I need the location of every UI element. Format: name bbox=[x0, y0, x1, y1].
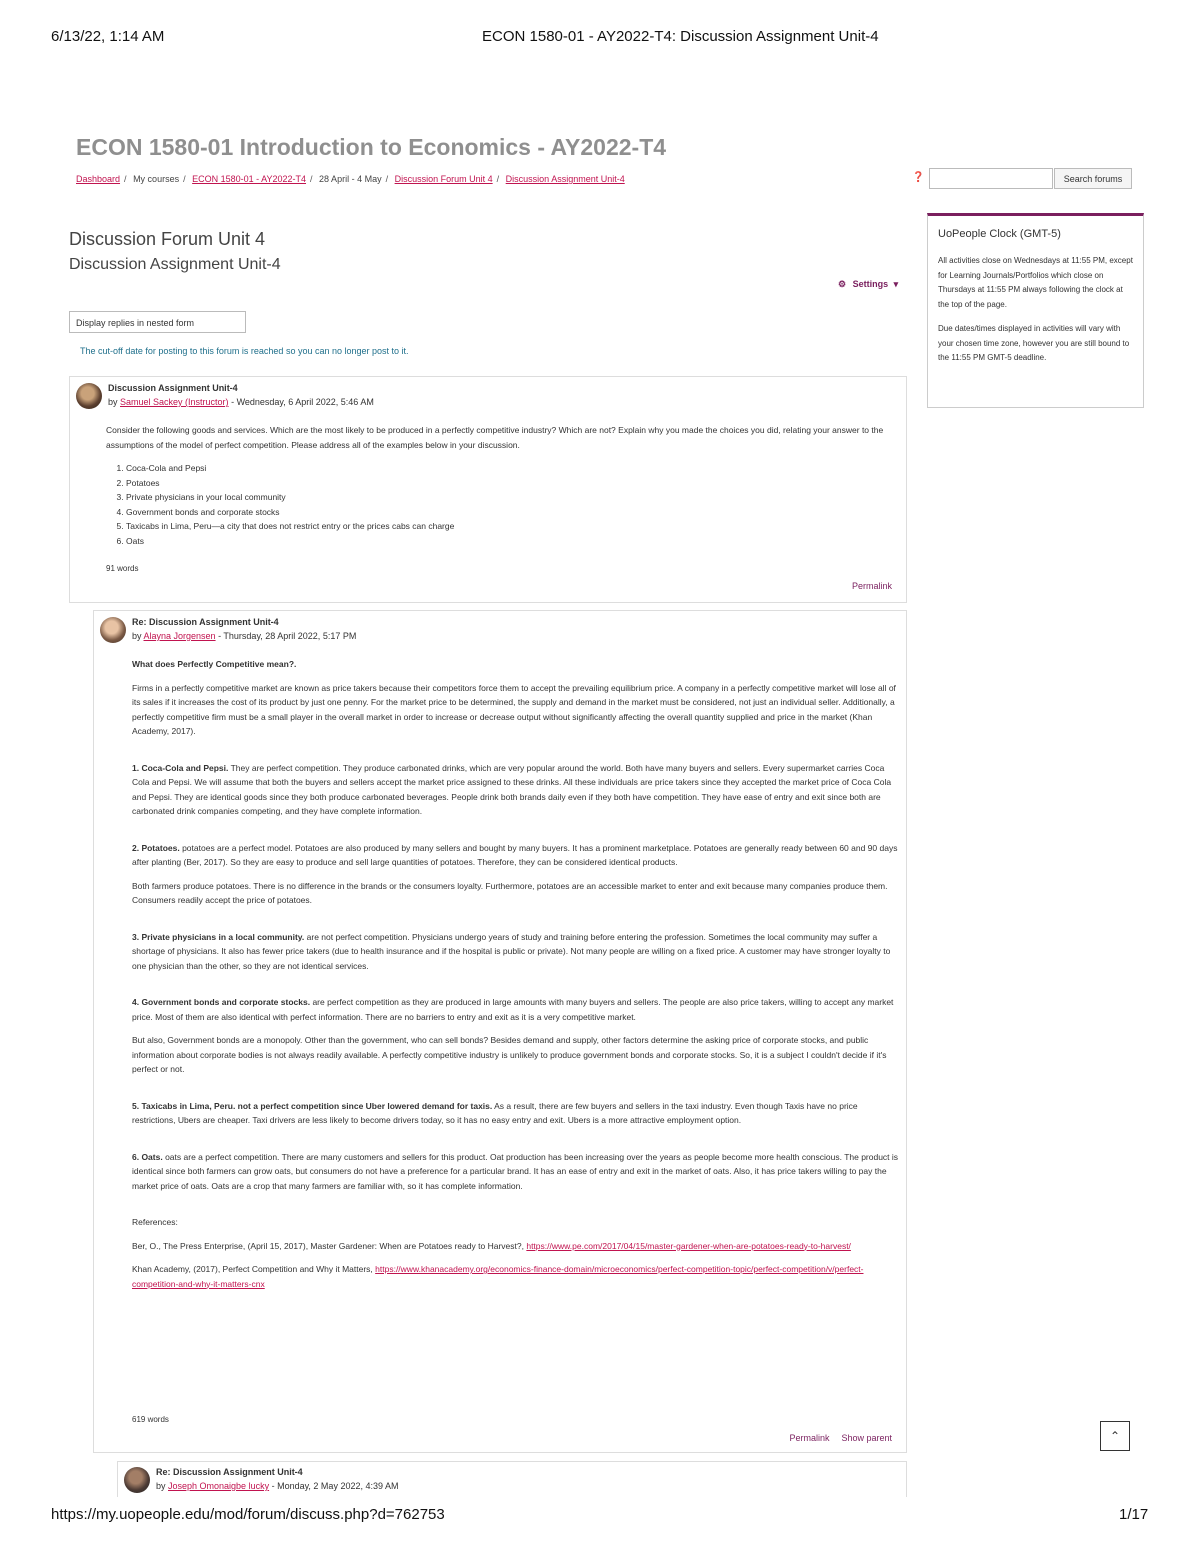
page-title: ECON 1580-01 Introduction to Economics - AY2022-T4 bbox=[76, 134, 667, 160]
arrow-up-icon: ⌃ bbox=[1109, 1429, 1121, 1443]
back-to-top-button[interactable] bbox=[1100, 1421, 1130, 1451]
post-intro: Consider the following goods and services. Which are the most likely to be produced in a perfectly competitive industry? Which are not? Explain why you made the choices you did, relating your answer to the assumptions of the model of perfect competition. Please address all of the examples below in your discussion. bbox=[106, 425, 884, 450]
reply-post bbox=[93, 610, 907, 1453]
list-item: 4. Government bonds and corporate stocks bbox=[126, 505, 896, 520]
search-forums-button[interactable]: Search forums bbox=[1054, 168, 1132, 189]
examples-list bbox=[126, 461, 896, 548]
paragraph: 4. Government bonds and corporate stocks. are perfect competition as they are produced in large amounts with many buyers and sellers. The people are also price takers, willing to accept any market price. Most of them are also identical with perfect information. There are no barriers to entry and exit as it is a very competitive market. bbox=[132, 997, 894, 1022]
word-count: 91 words bbox=[106, 564, 139, 573]
main-post bbox=[69, 376, 907, 603]
reply-post bbox=[117, 1461, 907, 1497]
post-byline: by Samuel Sackey (Instructor) - Wednesday, 6 April 2022, 5:46 AM bbox=[108, 397, 374, 407]
display-mode-select[interactable]: Display replies in nested form bbox=[69, 311, 246, 333]
post-byline: by Alayna Jorgensen - Thursday, 28 April 2022, 5:17 PM bbox=[132, 631, 357, 641]
block-text: Due dates/times displayed in activities will vary with your chosen time zone, however you are still bound to the 11:55 PM GMT-5 deadline. bbox=[938, 324, 1130, 362]
paragraph: Both farmers produce potatoes. There is no difference in the brands or the consumers loyalty. Furthermore, potatoes are an accessible market to enter and exit because many companies produce them. Consumers readily accept the price of potatoes. bbox=[132, 880, 888, 905]
word-count: 619 words bbox=[132, 1415, 169, 1424]
paragraph: 6. Oats. oats are a perfect competition. There are many customers and sellers for this product. Oat production has been increasing over the years as people become more health conscious. The product is identical since both farmers can grow oats, but consumers do not have a preference for a particular brand. It has an ease of entry and exit in the market of oats. Also, it has price takers willing to pay the market price of oats. Oats are a crop that many farmers are familiar with, so it has complete information. bbox=[132, 1151, 899, 1191]
breadcrumb-course[interactable]: ECON 1580-01 - AY2022-T4 bbox=[192, 174, 307, 184]
block-text: All activities close on Wednesdays at 11:55 PM, except for Learning Journals/Portfolios which close on Thursdays at 11:55 PM always following the clock at the top of the page. bbox=[938, 256, 1133, 309]
breadcrumb-week[interactable]: 28 April - 4 May bbox=[319, 174, 382, 184]
forum-title: Discussion Forum Unit 4 bbox=[69, 229, 266, 249]
post-date: Wednesday, 6 April 2022, 5:46 AM bbox=[236, 397, 374, 407]
breadcrumb-forum[interactable]: Discussion Forum Unit 4 bbox=[394, 174, 493, 184]
paragraph: 2. Potatoes. potatoes are a perfect model. Potatoes are also produced by many sellers and bought by many buyers. It has a prominent marketplace. Potatoes are generally ready between 60 and 90 days after planting (Ber, 2017). So they are easy to produce and sell large quantities of potatoes. Therefore, they can be considered identical products. bbox=[132, 842, 898, 867]
print-doc-title: ECON 1580-01 - AY2022-T4: Discussion Assignment Unit-4 bbox=[482, 28, 879, 45]
reference-link[interactable]: https://www.pe.com/2017/04/15/master-gardener-when-are-potatoes-ready-to-harvest/ bbox=[526, 1240, 851, 1251]
breadcrumb-dashboard[interactable]: Dashboard bbox=[76, 174, 121, 184]
references-heading: References: bbox=[132, 1217, 178, 1227]
gear-icon: ⚙ bbox=[838, 279, 847, 289]
block-title: UoPeople Clock (GMT-5) bbox=[938, 228, 1061, 240]
print-page-number: 1/17 bbox=[1119, 1506, 1149, 1523]
help-icon[interactable]: ❓ bbox=[912, 172, 925, 183]
print-datetime: 6/13/22, 1:14 AM bbox=[51, 28, 165, 45]
avatar[interactable] bbox=[100, 617, 126, 643]
post-heading: What does Perfectly Competitive mean?. bbox=[132, 659, 297, 669]
uopeople-clock-block bbox=[927, 213, 1144, 408]
paragraph: 1. Coca-Cola and Pepsi. They are perfect competition. They produce carbonated drinks, which are very popular around the world. Both have many buyers and sellers. Every supermarket carries Coca Cola and Pepsi. We will assume that both the buyers and sellers accept the market price assigned to these drinks. All these individuals are price takers since they accepted the market price of Coca Cola and Pepsi. They are identical goods since they both produce carbonated beverages. People drink both brands daily even if they both have competition. They have ease of entry and exit since both are carbonated drink companies competing, and they have complete information. bbox=[132, 762, 892, 816]
post-byline: by Joseph Omonaigbe lucky - Monday, 2 May 2022, 4:39 AM bbox=[156, 1481, 399, 1491]
print-url: https://my.uopeople.edu/mod/forum/discuss.php?d=762753 bbox=[51, 1506, 445, 1523]
permalink-link[interactable]: Permalink bbox=[789, 1433, 830, 1443]
list-item: 3. Private physicians in your local community bbox=[126, 490, 896, 505]
settings-menu[interactable] bbox=[838, 279, 898, 290]
list-item: 6. Oats bbox=[126, 534, 896, 549]
breadcrumb-discussion[interactable]: Discussion Assignment Unit-4 bbox=[505, 174, 625, 184]
paragraph: Firms in a perfectly competitive market are known as price takers because their competitors force them to accept the prevailing equilibrium price. A company in a perfectly competitive market will lose all of its sales if it increases the cost of its product by just one penny. For the market price to be determined, the supply and demand in the market must be considered, not just an individual seller. Additionally, a perfectly competitive firm must be a small player in the overall market in order to increase or decrease output without significantly affecting the overall quantity supplied and price in the market (Khan Academy, 2017). bbox=[132, 682, 896, 736]
paragraph: 3. Private physicians in a local community. are not perfect competition. Physicians undergo years of study and training before entering the profession. Sometimes the local community may suffer a shortage of physicians. It also has fewer price takers (due to health insurance and if the hospital is public or private). Not many people are willing on a fixed price. A customer may have stronger loyalty to one physician than the other, so they are not identical services. bbox=[132, 931, 891, 971]
permalink-link[interactable]: Permalink bbox=[851, 581, 892, 591]
reference: Ber, O., The Press Enterprise, (April 15, 2017), Master Gardener: When are Potatoes ready to Harvest?, https://www.pe.com/2017/04/15/master-gardener-when-are-potatoes-ready-to-harvest/ bbox=[132, 1240, 851, 1251]
post-subject: Discussion Assignment Unit-4 bbox=[108, 383, 238, 393]
reference: Khan Academy, (2017), Perfect Competition and Why it Matters, https://www.khanacademy.org/economics-finance-domain/microeconomics/perfect-competition-topic/perfect-competition/v/perfect-competition-and-why-it-matters-cnx bbox=[132, 1264, 864, 1289]
settings-label: Settings bbox=[852, 279, 889, 289]
reference-link[interactable]: https://www.khanacademy.org/economics-finance-domain/microeconomics/perfect-competition-topic/perfect-competition/v/perfect-competition-and-why-it-matters-cnx bbox=[132, 1264, 864, 1289]
post-date: Monday, 2 May 2022, 4:39 AM bbox=[277, 1481, 399, 1491]
search-input[interactable] bbox=[929, 168, 1053, 189]
post-content bbox=[106, 423, 896, 558]
paragraph: But also, Government bonds are a monopoly. Other than the government, who can sell bonds? Besides demand and supply, other factors determine the asking price of corporate stocks, and public information about corporate bodies is not always readily available. A perfectly competitive industry is unlikely to produce government bonds and corporate stocks. So, it is a subject I couldn't decide if it's perfect or not. bbox=[132, 1035, 887, 1074]
breadcrumb: Dashboard / My courses / ECON 1580-01 - AY2022-T4 / 28 April - 4 May / Discussion Forum Unit 4 / Discussion Assignment Unit-4 bbox=[76, 174, 625, 184]
author-link[interactable]: Samuel Sackey (Instructor) bbox=[120, 397, 229, 407]
post-actions bbox=[789, 1433, 892, 1443]
avatar[interactable] bbox=[76, 383, 102, 409]
paragraph: 5. Taxicabs in Lima, Peru. not a perfect competition since Uber lowered demand for taxis. As a result, there are few buyers and sellers in the taxi industry. Even though Taxis have no price restrictions, Ubers are cheaper. Taxi drivers are less likely to become drivers today, so it has no easy entry and exit. Ubers is a more attractive employment option. bbox=[132, 1100, 858, 1125]
show-parent-link[interactable]: Show parent bbox=[841, 1433, 892, 1443]
post-subject: Re: Discussion Assignment Unit-4 bbox=[156, 1467, 303, 1477]
list-item: 1. Coca-Cola and Pepsi bbox=[126, 461, 896, 476]
post-actions bbox=[852, 581, 892, 591]
cutoff-notice: The cut-off date for posting to this forum is reached so you can no longer post to it. bbox=[80, 346, 409, 356]
list-item: 5. Taxicabs in Lima, Peru—a city that does not restrict entry or the prices cabs can charge bbox=[126, 519, 896, 534]
author-link[interactable]: Joseph Omonaigbe lucky bbox=[168, 1481, 270, 1491]
discussion-title: Discussion Assignment Unit-4 bbox=[69, 256, 281, 273]
author-link[interactable]: Alayna Jorgensen bbox=[143, 631, 216, 641]
post-subject: Re: Discussion Assignment Unit-4 bbox=[132, 617, 279, 627]
post-content bbox=[132, 657, 900, 1300]
avatar[interactable] bbox=[124, 1467, 150, 1493]
list-item: 2. Potatoes bbox=[126, 476, 896, 491]
post-date: Thursday, 28 April 2022, 5:17 PM bbox=[223, 631, 357, 641]
breadcrumb-my-courses[interactable]: My courses bbox=[133, 174, 180, 184]
caret-down-icon: ▾ bbox=[893, 279, 899, 289]
